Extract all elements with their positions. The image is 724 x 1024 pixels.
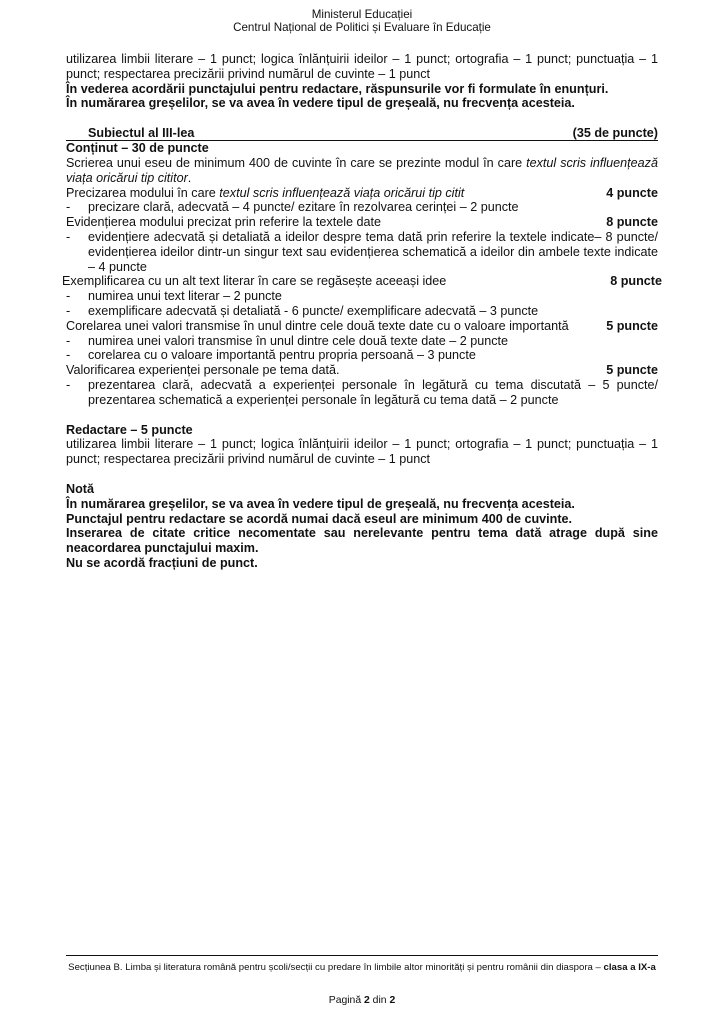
top-note-1: În vederea acordării punctajului pentru redactare, răspunsurile vor fi formulate în enunțuri. xyxy=(66,81,609,96)
redactare-text: utilizarea limbii literare – 1 punct; logica înlănțuirii ideilor – 1 punct; ortografia – 1 punct; punctuația – 1 punct; respectarea precizării privind numărul de cuvinte – 1 punct xyxy=(66,437,658,467)
criterion-2-label: Evidențierea modului precizat prin referire la textele date xyxy=(66,215,382,230)
nota-line-4: Nu se acordă fracțiuni de punct. xyxy=(66,555,258,570)
nota-line-1: În numărarea greșelilor, se va avea în vedere tipul de greșeală, nu frecvența acesteia. xyxy=(66,496,575,511)
footer-section: Secțiunea B. Limba și literatura română pentru școli/secții cu predare în limbile altor minorități și pentru românii din diaspora – clasa a IX-a xyxy=(68,962,656,973)
subject-title: Subiectul al III-lea xyxy=(88,126,195,141)
footer-page: Pagină 2 din 2 xyxy=(328,995,396,1006)
nota-line-3: Inserarea de citate critice necomentate sau nerelevante pentru tema dată atrage după sine neacordarea punctajului maxim. xyxy=(66,526,658,556)
criterion-2 xyxy=(66,215,658,230)
nota-heading: Notă xyxy=(66,481,94,496)
criterion-3-label: Exemplificarea cu un alt text literar în care se regăsește aceeași idee xyxy=(62,274,447,289)
top-redactare-text: utilizarea limbii literare – 1 punct; logica înlănțuirii ideilor – 1 punct; ortografia – 1 punct; punctuația – 1 punct; respectarea precizării privind numărul de cuvinte – 1 punct xyxy=(66,52,658,81)
criterion-5-label: Valorificarea experienței personale pe tema dată. xyxy=(66,363,340,378)
criterion-2-detail: - evidențiere adecvată și detaliată a ideilor despre tema dată prin referire la textele indicate– 8 puncte/ evidențierea ideilor dintr-un singur text sau evidențierea schematică a ideilor din ambele texte indicate – 4 puncte xyxy=(66,229,658,274)
criterion-4 xyxy=(66,319,658,334)
redactare-heading: Redactare – 5 puncte xyxy=(66,422,193,437)
criterion-3-detail-2: - exemplificare adecvată și detaliată - 6 puncte/ exemplificare adecvată – 3 puncte xyxy=(66,303,539,318)
header-center: Centrul Național de Politici și Evaluare în Educație xyxy=(233,21,491,34)
criterion-3 xyxy=(62,274,662,289)
criterion-2-points: 8 puncte xyxy=(606,215,658,230)
criterion-1-detail: - precizare clară, adecvată – 4 puncte/ ezitare în rezolvarea cerinței – 2 puncte xyxy=(66,200,519,215)
criterion-1-points: 4 puncte xyxy=(606,185,658,200)
criterion-5-points: 5 puncte xyxy=(606,363,658,378)
criterion-5-detail: - prezentarea clară, adecvată a experienței personale în legătură cu tema discutată – 5 puncte/ prezentarea schematică a experienței personale în legătură cu tema dată – 2 puncte xyxy=(66,377,658,407)
criterion-3-points: 8 puncte xyxy=(610,274,662,289)
criterion-1-label: Precizarea modului în care textul scris influențează viața oricărui tip citit xyxy=(66,185,465,200)
top-note-2: În numărarea greșelilor, se va avea în vedere tipul de greșeală, nu frecvența acesteia. xyxy=(66,96,575,111)
criterion-4-label: Corelarea unei valori transmise în unul dintre cele două texte date cu o valoare importantă xyxy=(66,318,569,333)
criterion-4-detail-2: - corelarea cu o valoare importantă pentru propria persoană – 3 puncte xyxy=(66,348,476,363)
subject-points: (35 de puncte) xyxy=(572,126,658,141)
footer-class: clasa a IX-a xyxy=(603,962,656,973)
criterion-4-points: 5 puncte xyxy=(606,318,658,333)
subject-intro: Scrierea unui eseu de minimum 400 de cuvinte în care se prezinte modul în care textul scris influențează viața oricărui tip cititor. xyxy=(66,155,658,185)
criterion-5 xyxy=(66,363,658,378)
criterion-4-detail-1: - numirea unei valori transmise în unul dintre cele două texte date – 2 puncte xyxy=(66,333,509,348)
criterion-1 xyxy=(66,186,658,201)
page-content xyxy=(62,52,662,571)
subject-heading xyxy=(66,126,658,141)
header-ministry: Ministerul Educației xyxy=(311,8,413,21)
footer-divider xyxy=(66,955,658,956)
content-heading: Conținut – 30 de puncte xyxy=(66,141,209,156)
criterion-3-detail-1: - numirea unui text literar – 2 puncte xyxy=(66,289,282,304)
nota-line-2: Punctajul pentru redactare se acordă numai dacă eseul are minimum 400 de cuvinte. xyxy=(66,511,573,526)
